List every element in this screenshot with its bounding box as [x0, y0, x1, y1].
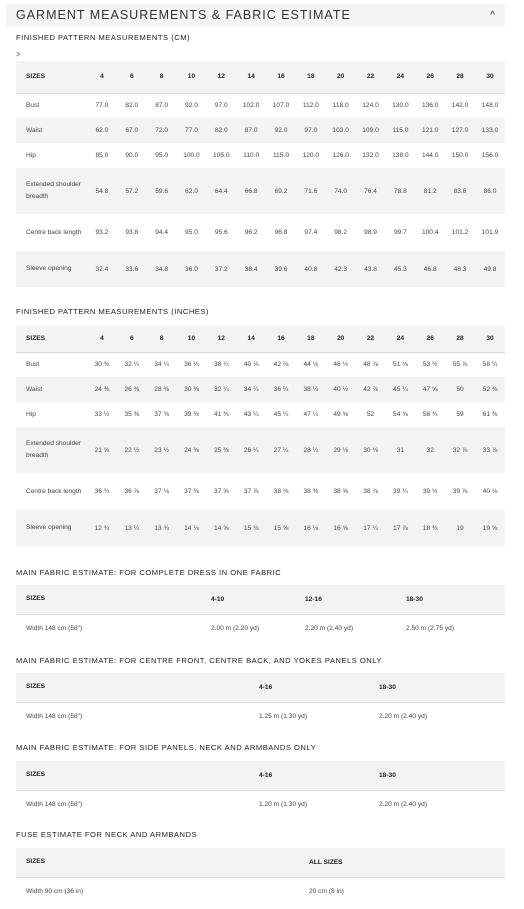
- size-header: 22: [356, 61, 386, 93]
- sizes-header: SIZES: [16, 61, 87, 93]
- measurement-value: 92.0: [177, 93, 207, 118]
- measurement-label: Bust: [16, 352, 87, 377]
- measurement-value: 34 ¼: [236, 377, 266, 402]
- accordion-header[interactable]: [6, 4, 505, 26]
- measurement-value: 45 ¼: [273, 411, 289, 418]
- sizes-header: SIZES: [16, 761, 259, 790]
- table-row: [16, 214, 505, 251]
- measurement-value: 40.8: [296, 251, 326, 287]
- fabric-amount: 1.20 m (1.30 yd): [259, 790, 379, 819]
- measurement-value: 13 ¼: [117, 510, 147, 546]
- measurement-value: 105.0: [213, 152, 230, 159]
- table-row: [16, 473, 505, 510]
- fabric-width-label: Width 148 cm (58"): [16, 702, 259, 731]
- measurement-label: Bust: [16, 93, 87, 118]
- measurement-value: 98.9: [364, 229, 377, 236]
- measurement-value: 56 ¾: [422, 411, 438, 418]
- measurement-value: 39.6: [266, 251, 296, 287]
- measurement-value: 48 ⅞: [356, 352, 386, 377]
- sizes-header: SIZES: [16, 585, 211, 614]
- measurement-value: 54.8: [87, 168, 117, 214]
- measurement-value: 112.0: [296, 93, 326, 118]
- size-header: 8: [147, 326, 177, 352]
- measurement-label: Sleeve opening: [16, 510, 87, 546]
- scroll-chevron-icon[interactable]: >: [16, 50, 21, 59]
- measurement-value: 127.0: [445, 118, 475, 143]
- measurement-value: 87.0: [147, 93, 177, 118]
- measurement-value: 102.0: [236, 93, 266, 118]
- table-row: [16, 143, 505, 168]
- fabric-amount: 1.25 m (1.30 yd): [259, 702, 379, 731]
- table-row: [16, 510, 505, 546]
- size-header: 10: [177, 61, 207, 93]
- fabric-amount: 2.20 m (2.40 yd): [379, 790, 505, 819]
- measurement-value: 64.4: [206, 168, 236, 214]
- table-row: [16, 377, 505, 402]
- measurement-value: 52: [366, 411, 375, 418]
- measurement-value: 18 ⅜: [415, 510, 445, 546]
- measurement-label: Centre back length: [26, 228, 82, 236]
- size-range-header: 18-30: [379, 761, 505, 790]
- measurement-value: 71.6: [296, 168, 326, 214]
- fuse-table: [16, 848, 505, 906]
- measurement-label: Centre back length: [26, 487, 82, 495]
- measurement-value: 115.0: [272, 152, 289, 159]
- measurement-value: 42 ⅞: [356, 377, 386, 402]
- fuse-amount: 20 cm (8 in): [309, 877, 505, 906]
- measurement-value: 19 ⅝: [475, 510, 505, 546]
- measurement-value: 38 ⅞: [363, 488, 378, 495]
- measurement-value: 36.0: [177, 251, 207, 287]
- measurement-value: 69.2: [266, 168, 296, 214]
- measurement-value: 23 ½: [147, 427, 177, 473]
- measurement-value: 31: [385, 427, 415, 473]
- measurement-value: 40 ⅛: [236, 352, 266, 377]
- size-header: 6: [117, 326, 147, 352]
- measurement-value: 124.0: [356, 93, 386, 118]
- table-row: [16, 93, 505, 118]
- table-row: [16, 427, 505, 473]
- fabric-side-title: MAIN FABRIC ESTIMATE: FOR SIDE PANELS, NECK AND ARMBANDS ONLY: [16, 743, 317, 752]
- fuse-title: FUSE ESTIMATE FOR NECK AND ARMBANDS: [16, 830, 198, 839]
- measurement-value: 103.0: [326, 118, 356, 143]
- measurement-value: 100.0: [183, 152, 200, 159]
- measurement-value: 144.0: [421, 152, 439, 159]
- measurement-value: 78.8: [385, 168, 415, 214]
- measurement-value: 16 ⅝: [326, 510, 356, 546]
- measurement-value: 92.0: [266, 118, 296, 143]
- measurement-value: 36 ⅞: [124, 488, 140, 495]
- size-range-header: 18-30: [406, 585, 505, 614]
- table-row: [16, 352, 505, 377]
- collapse-caret-icon[interactable]: ^: [490, 9, 495, 21]
- fuse-width-label: Width 90 cm (36 in): [16, 877, 309, 906]
- measurement-value: 118.0: [326, 93, 356, 118]
- measurement-value: 72.0: [147, 118, 177, 143]
- measurement-value: 30 ⅜: [87, 352, 117, 377]
- measurement-value: 82.0: [117, 93, 147, 118]
- measurement-value: 97.0: [206, 93, 236, 118]
- measurement-label: Extended shoulder breadth: [16, 168, 87, 214]
- measurement-value: 29 ⅛: [326, 427, 356, 473]
- measurement-value: 51 ⅛: [385, 352, 415, 377]
- cm-measurements-table: [16, 61, 505, 287]
- size-header: 20: [326, 326, 356, 352]
- measurement-value: 17 ¼: [356, 510, 386, 546]
- size-header: 20: [326, 61, 356, 93]
- sizes-header: SIZES: [16, 326, 87, 352]
- inches-measurements-table: [16, 326, 505, 546]
- measurement-value: 42 ⅛: [266, 352, 296, 377]
- measurement-value: 55 ⅞: [445, 352, 475, 377]
- measurement-value: 25 ⅜: [206, 427, 236, 473]
- measurement-value: 49.8: [475, 251, 505, 287]
- measurement-value: 16 ⅛: [296, 510, 326, 546]
- measurement-value: 107.0: [266, 93, 296, 118]
- measurement-value: 33 ½: [94, 411, 110, 418]
- measurement-value: 100.4: [421, 229, 439, 236]
- measurement-value: 76.4: [356, 168, 386, 214]
- measurement-value: 46 ½: [326, 352, 356, 377]
- fabric-amount: 2.20 m (2.40 yd): [305, 614, 406, 643]
- table-row: [16, 168, 505, 214]
- sizes-header: SIZES: [16, 848, 309, 877]
- measurement-value: 150.0: [451, 152, 469, 159]
- size-header: 16: [266, 61, 296, 93]
- measurement-value: 66.8: [236, 168, 266, 214]
- measurement-value: 30 ⅛: [356, 427, 386, 473]
- measurement-value: 83.6: [445, 168, 475, 214]
- size-header: 30: [475, 326, 505, 352]
- size-range-header: 4-16: [259, 761, 379, 790]
- measurement-value: 32.4: [87, 251, 117, 287]
- measurement-value: 48.3: [445, 251, 475, 287]
- fabric-side-table: [16, 761, 505, 819]
- measurement-value: 110.0: [243, 152, 260, 159]
- measurement-value: 30 ⅜: [177, 377, 207, 402]
- measurement-value: 38 ¼: [206, 352, 236, 377]
- size-range-header: 4-16: [259, 673, 379, 702]
- measurement-value: 32 ⅞: [445, 427, 475, 473]
- measurement-label: Hip: [26, 151, 36, 159]
- size-header: 26: [415, 326, 445, 352]
- size-header: 24: [385, 326, 415, 352]
- measurement-value: 132.0: [362, 152, 379, 159]
- measurement-value: 13 ¾: [147, 510, 177, 546]
- measurement-value: 93.2: [95, 229, 109, 236]
- fabric-complete-table: [16, 585, 505, 643]
- size-header: 12: [206, 326, 236, 352]
- size-header: 4: [87, 61, 117, 93]
- measurement-value: 45.3: [385, 251, 415, 287]
- measurement-value: 52 ⅜: [475, 377, 505, 402]
- measurement-value: 37 ⅞: [243, 488, 259, 495]
- measurement-value: 109.0: [356, 118, 386, 143]
- measurement-value: 39 ⅜: [184, 411, 199, 418]
- measurement-value: 21 ⅝: [87, 427, 117, 473]
- measurement-value: 32: [415, 427, 445, 473]
- measurement-value: 82.0: [206, 118, 236, 143]
- measurement-value: 39 ⅞: [452, 488, 468, 495]
- measurement-value: 97.0: [296, 118, 326, 143]
- measurement-value: 14 ⅛: [177, 510, 207, 546]
- measurement-value: 45 ¼: [385, 377, 415, 402]
- size-header: 6: [117, 61, 147, 93]
- measurement-value: 156.0: [481, 152, 499, 159]
- measurement-value: 38 ⅜: [303, 488, 319, 495]
- measurement-value: 44 ⅛: [296, 352, 326, 377]
- size-range-header: 4-10: [211, 585, 305, 614]
- measurement-value: 39 ½: [422, 488, 438, 495]
- measurement-value: 38 ¼: [296, 377, 326, 402]
- measurement-value: 14 ⅝: [206, 510, 236, 546]
- measurement-value: 39 ¼: [393, 488, 408, 495]
- measurement-value: 46.8: [415, 251, 445, 287]
- measurement-value: 77.0: [177, 118, 207, 143]
- measurement-value: 95.0: [185, 229, 198, 236]
- size-header: 4: [87, 326, 117, 352]
- measurement-value: 37 ⅛: [154, 488, 169, 495]
- measurement-value: 40 ⅛: [482, 488, 498, 495]
- measurement-value: 15 ⅛: [236, 510, 266, 546]
- measurement-value: 61 ⅜: [482, 411, 498, 418]
- measurement-value: 32 ¼: [206, 377, 236, 402]
- size-header: 16: [266, 326, 296, 352]
- measurement-value: 87.0: [236, 118, 266, 143]
- fabric-width-label: Width 148 cm (58"): [16, 614, 211, 643]
- measurement-value: 37 ⅜: [154, 411, 169, 418]
- size-header: 12: [206, 61, 236, 93]
- measurement-value: 74.0: [326, 168, 356, 214]
- measurement-value: 12 ¾: [87, 510, 117, 546]
- measurement-value: 24 ⅜: [177, 427, 207, 473]
- measurement-value: 50: [445, 377, 475, 402]
- measurement-value: 96.8: [274, 229, 288, 236]
- measurement-value: 62.0: [177, 168, 207, 214]
- measurement-value: 85.0: [95, 152, 109, 159]
- measurement-value: 148.0: [475, 93, 505, 118]
- measurement-value: 57.2: [117, 168, 147, 214]
- size-header: 18: [296, 326, 326, 352]
- fabric-amount: 2.00 m (2.20 yd): [211, 614, 305, 643]
- measurement-value: 77.0: [87, 93, 117, 118]
- measurement-value: 17 ⅞: [385, 510, 415, 546]
- measurement-value: 136.0: [415, 93, 445, 118]
- measurement-label: Extended shoulder breadth: [16, 427, 87, 473]
- measurement-value: 37 ⅝: [213, 488, 229, 495]
- measurement-value: 43 ¼: [243, 411, 259, 418]
- measurement-value: 59.6: [147, 168, 177, 214]
- size-header: 14: [236, 326, 266, 352]
- measurement-value: 26 ¼: [236, 427, 266, 473]
- measurement-value: 33.6: [117, 251, 147, 287]
- measurement-value: 28 ⅜: [147, 377, 177, 402]
- measurement-value: 95.0: [155, 152, 169, 159]
- fabric-centre-table: [16, 673, 505, 731]
- measurement-value: 47 ⅝: [415, 377, 445, 402]
- measurement-value: 96.2: [244, 229, 258, 236]
- measurement-value: 95.6: [214, 229, 228, 236]
- measurement-value: 101.9: [481, 229, 499, 236]
- measurement-value: 43.8: [356, 251, 386, 287]
- size-range-header: 12-16: [305, 585, 406, 614]
- table-row: [16, 118, 505, 143]
- measurement-value: 101.2: [451, 229, 469, 236]
- measurement-value: 36 ¼: [177, 352, 207, 377]
- measurement-value: 33 ⅞: [475, 427, 505, 473]
- measurement-value: 37 ⅜: [184, 488, 199, 495]
- size-header: 24: [385, 61, 415, 93]
- measurement-label: Hip: [26, 410, 36, 418]
- measurement-value: 133.0: [475, 118, 505, 143]
- measurement-value: 36 ¼: [266, 377, 296, 402]
- size-header: 30: [475, 61, 505, 93]
- measurement-value: 121.0: [415, 118, 445, 143]
- fabric-amount: 2.50 m (2.75 yd): [406, 614, 505, 643]
- measurement-value: 38 ⅝: [333, 488, 349, 495]
- measurement-value: 40 ½: [326, 377, 356, 402]
- measurement-label: Sleeve opening: [16, 251, 87, 287]
- measurement-value: 22 ½: [117, 427, 147, 473]
- measurement-value: 38 ⅛: [273, 488, 289, 495]
- table-row: [16, 251, 505, 287]
- fabric-width-label: Width 148 cm (58"): [16, 790, 259, 819]
- measurement-label: Waist: [16, 377, 87, 402]
- size-header: 8: [147, 61, 177, 93]
- measurement-value: 35 ⅜: [124, 411, 140, 418]
- size-header: 10: [177, 326, 207, 352]
- measurement-value: 41 ⅜: [213, 411, 229, 418]
- measurement-value: 47 ¼: [303, 411, 319, 418]
- measurement-value: 59: [456, 411, 464, 418]
- measurement-value: 130.0: [385, 93, 415, 118]
- measurement-value: 115.0: [385, 118, 415, 143]
- measurement-value: 36 ¾: [94, 488, 110, 495]
- measurement-value: 26 ⅜: [117, 377, 147, 402]
- measurement-value: 86.0: [475, 168, 505, 214]
- fabric-complete-title: MAIN FABRIC ESTIMATE: FOR COMPLETE DRESS IN ONE FABRIC: [16, 568, 282, 577]
- measurement-value: 90.0: [125, 152, 139, 159]
- measurement-value: 93.8: [125, 229, 139, 236]
- accordion-title: GARMENT MEASUREMENTS & FABRIC ESTIMATE: [16, 8, 351, 22]
- size-header: 22: [356, 326, 386, 352]
- inches-table-title: FINISHED PATTERN MEASUREMENTS (INCHES): [16, 307, 209, 316]
- size-range-header: ALL SIZES: [309, 848, 505, 877]
- size-header: 18: [296, 61, 326, 93]
- measurement-value: 49 ⅝: [333, 411, 349, 418]
- measurement-value: 67.0: [117, 118, 147, 143]
- cm-table-title: FINISHED PATTERN MEASUREMENTS (CM): [16, 33, 191, 42]
- size-range-header: 18-30: [379, 673, 505, 702]
- measurement-value: 38.4: [236, 251, 266, 287]
- measurement-value: 34 ¼: [147, 352, 177, 377]
- measurement-value: 19: [445, 510, 475, 546]
- measurement-value: 142.0: [445, 93, 475, 118]
- measurement-value: 37.2: [206, 251, 236, 287]
- measurement-value: 97.4: [304, 229, 318, 236]
- measurement-value: 42.3: [326, 251, 356, 287]
- table-row: [16, 402, 505, 427]
- measurement-value: 94.4: [155, 229, 169, 236]
- size-header: 28: [445, 61, 475, 93]
- measurement-value: 62.0: [87, 118, 117, 143]
- fabric-amount: 2.20 m (2.40 yd): [379, 702, 505, 731]
- measurement-value: 99.7: [393, 229, 407, 236]
- measurement-value: 15 ⅝: [266, 510, 296, 546]
- measurement-value: 98.2: [334, 229, 348, 236]
- sizes-header: SIZES: [16, 673, 259, 702]
- size-header: 28: [445, 326, 475, 352]
- size-header: 26: [415, 61, 445, 93]
- measurement-value: 54 ⅜: [393, 411, 408, 418]
- measurement-value: 81.2: [415, 168, 445, 214]
- measurement-value: 24 ⅜: [87, 377, 117, 402]
- measurement-value: 138.0: [392, 152, 409, 159]
- measurement-value: 27 ¼: [266, 427, 296, 473]
- measurement-label: Waist: [16, 118, 87, 143]
- measurement-value: 58 ¼: [475, 352, 505, 377]
- size-header: 14: [236, 61, 266, 93]
- measurement-value: 120.0: [302, 152, 320, 159]
- measurement-value: 126.0: [332, 152, 349, 159]
- measurement-value: 53 ½: [415, 352, 445, 377]
- measurement-value: 32 ¼: [117, 352, 147, 377]
- measurement-value: 34.8: [147, 251, 177, 287]
- fabric-centre-title: MAIN FABRIC ESTIMATE: FOR CENTRE FRONT, CENTRE BACK, AND YOKES PANELS ONLY: [16, 656, 382, 665]
- measurement-value: 28 ¼: [296, 427, 326, 473]
